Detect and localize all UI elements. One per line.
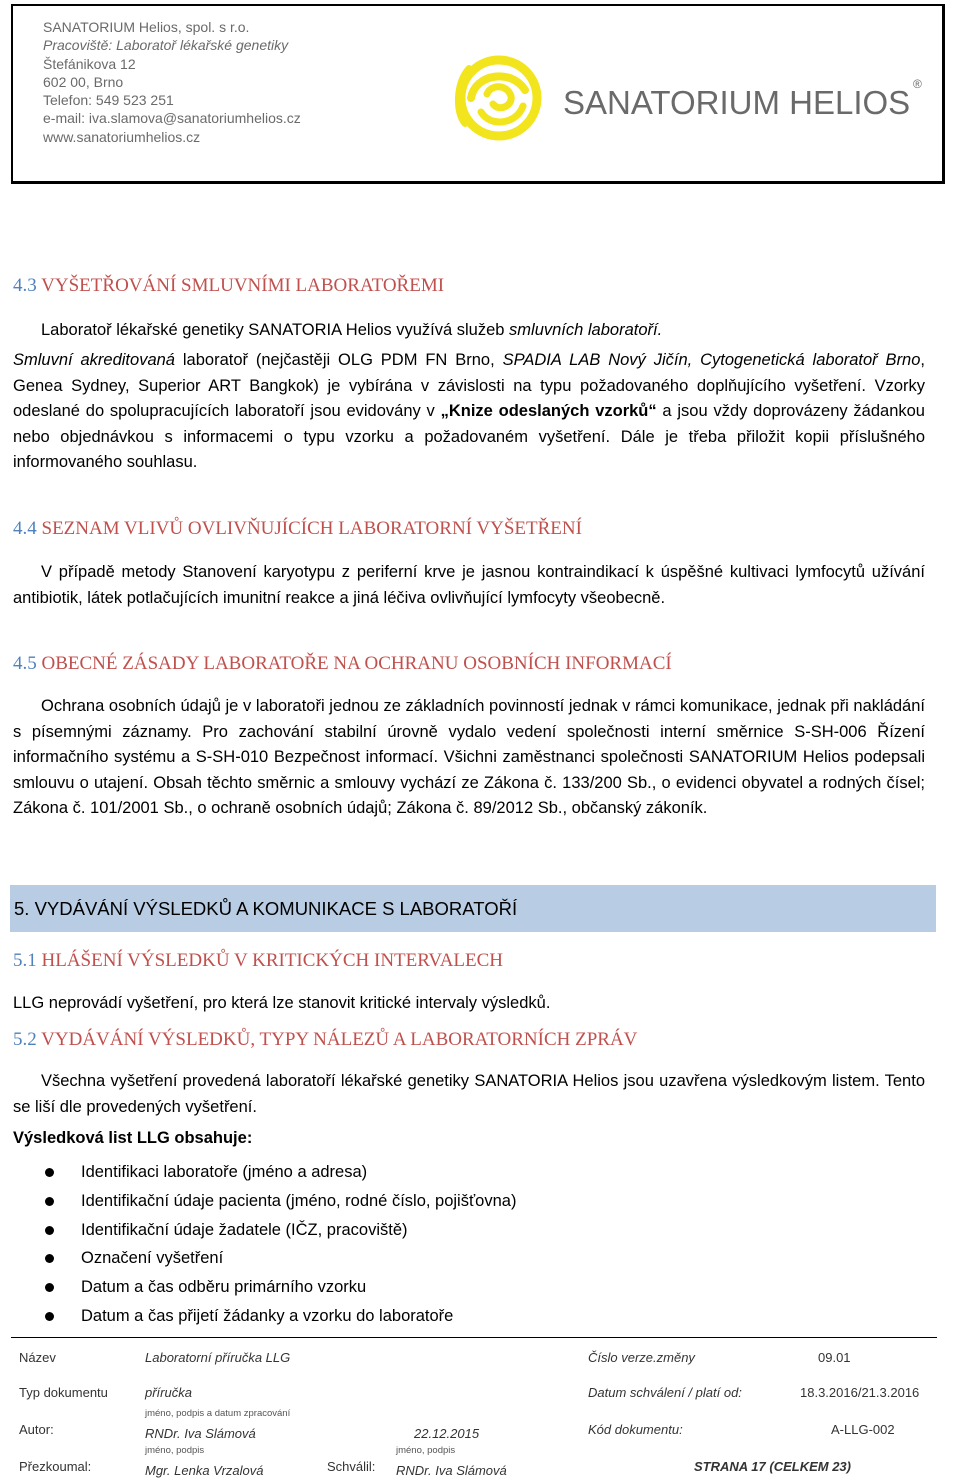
paragraph-4-3-1 xyxy=(41,318,662,344)
text-run-italic: SPADIA LAB Nový Jičín, Cytogenetická laboratoř Brno xyxy=(502,351,921,369)
bullet-icon xyxy=(45,1254,54,1263)
bullet-icon xyxy=(45,1283,54,1292)
text-run: a jsou vždy doprovázeny žádankou nebo objednávkou s informacemi o typu vzorku a požadovaném vyšetření. Dále je třeba přiložit kopii příslušného informovaného souhlasu. xyxy=(13,402,925,471)
list-heading: Výsledková list LLG obsahuje: xyxy=(13,1129,253,1147)
paragraph-4-3-2 xyxy=(13,348,925,476)
heading-number: 4.3 xyxy=(13,275,37,296)
footer-reviewed-hint: jméno, podpis xyxy=(145,1445,205,1456)
document-header xyxy=(11,4,945,184)
footer-author-date: 22.12.2015 xyxy=(414,1426,480,1441)
sanatorium-helios-logo xyxy=(451,54,931,144)
street: Štefánikova 12 xyxy=(43,55,136,72)
heading-title: SEZNAM VLIVŮ OVLIVŇUJÍCÍCH LABORATORNÍ VYŠETŘENÍ xyxy=(41,518,582,539)
heading-4-3 xyxy=(13,275,444,297)
footer-author-label: Autor: xyxy=(19,1422,54,1437)
list-item-text: Identifikaci laboratoře (jméno a adresa) xyxy=(81,1163,368,1181)
bullet-icon xyxy=(45,1197,54,1206)
bullet-icon xyxy=(45,1168,54,1177)
paragraph-5-2: Všechna vyšetření provedená laboratoří lékařské genetiky SANATORIA Helios jsou uzavřena výsledkovým listem. Tento se liší dle provedených vyšetření. xyxy=(13,1072,925,1116)
paragraph-5-1: LLG neprovádí vyšetření, pro která lze stanovit kritické intervaly výsledků. xyxy=(13,994,551,1012)
heading-4-5 xyxy=(13,653,672,675)
heading-number: 4.5 xyxy=(13,653,37,674)
paragraph-4-4: V případě metody Stanovení karyotypu z periferní krve je jasnou kontraindikací k úspěšné kultivaci lymfocytů užívání antibiotik, látek potlačujících imunitní reakce a jiná léčiva ovlivňující lymfocyty všeobecně. xyxy=(13,563,925,607)
list-item-text: Identifikační údaje pacienta (jméno, rodné číslo, pojišťovna) xyxy=(81,1191,517,1210)
footer-approved-label: Datum schválení / platí od: xyxy=(588,1385,742,1400)
text-run-italic: smluvních laboratoří. xyxy=(509,321,663,339)
bullet-icon xyxy=(45,1312,54,1321)
list-item xyxy=(40,1216,516,1245)
email: e-mail: iva.slamova@sanatoriumhelios.cz xyxy=(43,110,301,127)
list-item-text: Datum a čas přijetí žádanky a vzorku do laboratoře xyxy=(81,1306,454,1325)
heading-4-4 xyxy=(13,518,582,540)
text-run-bold: „Knize odeslaných vzorků“ xyxy=(440,402,657,420)
footer-author-hint: jméno, podpis a datum zpracování xyxy=(145,1408,291,1419)
list-item-text: Označení vyšetření xyxy=(81,1249,224,1268)
heading-title: HLÁŠENÍ VÝSLEDKŮ V KRITICKÝCH INTERVALECH xyxy=(41,950,504,971)
footer-approved-value: 18.3.2016/21.3.2016 xyxy=(800,1385,920,1400)
website: www.sanatoriumhelios.cz xyxy=(43,128,201,145)
footer-name-label: Název xyxy=(19,1350,56,1365)
text-run: , Genea Sydney, Superior ART Bangkok) je vybírána v závislosti na typu požadovaného doplňujícího vyšetření. xyxy=(13,351,926,395)
section-5-heading: 5. VYDÁVÁNÍ VÝSLEDKŮ A KOMUNIKACE S LABORATOŘÍ xyxy=(10,885,936,932)
document-footer xyxy=(11,1337,937,1484)
workplace: Pracoviště: Laboratoř lékařské genetiky xyxy=(43,37,289,54)
footer-code-value: A-LLG-002 xyxy=(831,1422,895,1437)
heading-title: VYDÁVÁNÍ VÝSLEDKŮ, TYPY NÁLEZŮ A LABORATORNÍCH ZPRÁV xyxy=(41,1029,638,1050)
heading-5-2 xyxy=(13,1029,637,1051)
list-item-text: Identifikační údaje žadatele (IČZ, pracoviště) xyxy=(81,1220,408,1239)
list-item xyxy=(40,1244,516,1273)
heading-title: VYŠETŘOVÁNÍ SMLUVNÍMI LABORATOŘEMI xyxy=(41,275,445,296)
footer-reviewed-value: Mgr. Lenka Vrzalová xyxy=(145,1463,264,1478)
text-run-italic: Smluvní akreditovaná xyxy=(13,351,175,369)
list-item xyxy=(40,1302,516,1331)
list-item xyxy=(40,1187,516,1216)
heading-number: 4.4 xyxy=(13,518,37,539)
footer-version-label: Číslo verze.změny xyxy=(588,1350,695,1365)
header-address xyxy=(43,18,301,146)
footer-approver-label: Schválil: xyxy=(327,1459,376,1474)
result-sheet-contents-list xyxy=(40,1158,516,1331)
registered-mark: ® xyxy=(913,77,922,91)
list-item xyxy=(40,1158,516,1187)
heading-title: OBECNÉ ZÁSADY LABORATOŘE NA OCHRANU OSOBNÍCH INFORMACÍ xyxy=(41,653,672,674)
footer-version-value: 09.01 xyxy=(818,1350,851,1365)
heading-number: 5.2 xyxy=(13,1029,37,1050)
text-run: Laboratoř lékařské genetiky SANATORIA Helios využívá služeb xyxy=(41,321,510,339)
footer-code-label: Kód dokumentu: xyxy=(588,1422,683,1437)
footer-reviewed-label: Přezkoumal: xyxy=(19,1459,92,1474)
footer-type-value: příručka xyxy=(145,1385,192,1400)
text-run: Vzorky odeslané do spolupracujících laboratoří jsou evidovány v xyxy=(13,376,925,420)
footer-author-value: RNDr. Iva Slámová xyxy=(145,1426,256,1441)
text-run: laboratoř (nejčastěji OLG PDM FN Brno, xyxy=(174,351,503,369)
logo-text: SANATORIUM HELIOS xyxy=(563,84,911,121)
heading-number: 5.1 xyxy=(13,950,37,971)
phone: Telefon: 549 523 251 xyxy=(43,92,174,109)
paragraph-4-5: Ochrana osobních údajů je v laboratoři jednou ze základních povinností jednak v rámci komunikace, jednak při nakládání s písemnými záznamy. Pro zachování stabilní úrovně vydalo vedení společnosti interní směrnice S-SH-006 Řízení informačního systému a S-SH-010 Bezpečnost informací. Všichni zaměstnanci společnosti SANATORIUM Helios podepsali smlouvu o utajení. Obsah těchto směrnic a smlouvy vychází ze Zákona č. 133/200 Sb., o evidenci obyvatel a rodných čísel; Zákona č. 101/2001 Sb., o ochraně osobních údajů; Zákona č. 89/2012 Sb., občanský zákoník. xyxy=(13,697,925,817)
list-item-text: Datum a čas odběru primárního vzorku xyxy=(81,1278,367,1297)
footer-name-value: Laboratorní příručka LLG xyxy=(145,1350,291,1365)
bullet-icon xyxy=(45,1226,54,1235)
footer-type-label: Typ dokumentu xyxy=(19,1385,108,1400)
page-number: STRANA 17 (CELKEM 23) xyxy=(694,1459,851,1474)
heading-5-1 xyxy=(13,950,503,972)
city: 602 00, Brno xyxy=(43,73,124,90)
company-name: SANATORIUM Helios, spol. s r.o. xyxy=(43,19,250,35)
list-item xyxy=(40,1273,516,1302)
footer-approver-hint: jméno, podpis xyxy=(396,1445,456,1456)
helios-sun-icon xyxy=(458,60,537,136)
footer-approver-value: RNDr. Iva Slámová xyxy=(396,1463,507,1478)
